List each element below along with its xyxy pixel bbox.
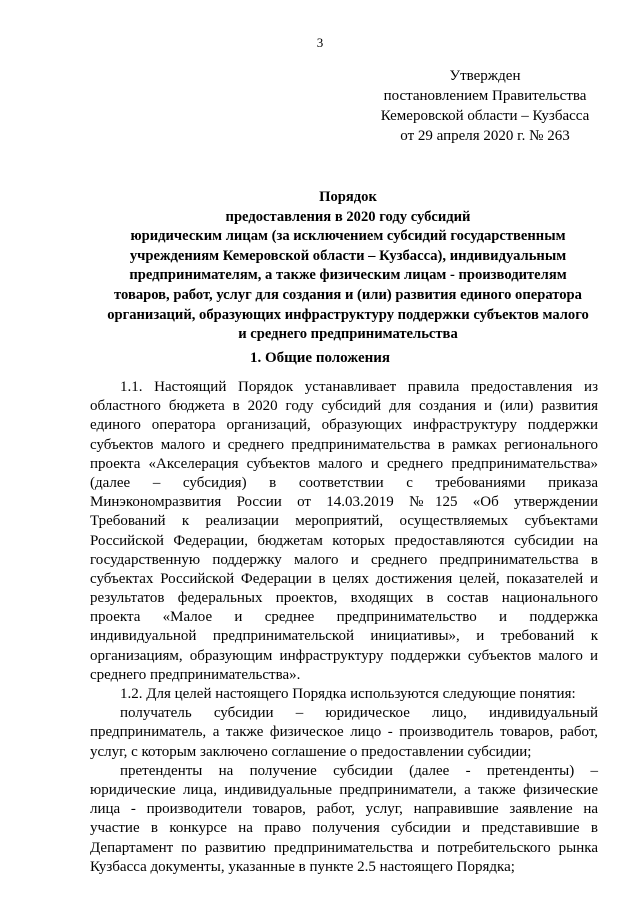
paragraph-line: Российской Федерации, бюджетам которых предоставляются субсидии на (90, 532, 598, 549)
paragraph-line: среднего предпринимательства». (90, 666, 301, 683)
paragraph-line: юридические лица, индивидуальные предприниматели, а также физические (90, 781, 598, 798)
paragraph-line: Департамент по развитию предпринимательства и потребительского рынка (90, 839, 598, 856)
paragraph-line: Требований к реализации мероприятий, осуществляемых субъектами (90, 513, 598, 530)
approval-line: от 29 апреля 2020 г. № 263 (400, 128, 570, 144)
title-line: и среднего предпринимательства (238, 326, 458, 343)
approval-line: Кемеровской области – Кузбасса (380, 108, 590, 124)
paragraph-line: субъектов малого и среднего предпринимательства в рамках регионального (90, 436, 598, 453)
paragraph-line: Минэкономразвития России от 14.03.2019 №125 «Об утверждении (90, 494, 598, 511)
paragraph-line: лица - производители товаров, работ, услуг, направившие заявление на (90, 801, 598, 818)
title-line: организаций, образующих инфраструктуру поддержки субъектов малого (107, 306, 589, 323)
paragraph-line: индивидуальной предпринимательской инициативы», и требований к (90, 628, 598, 645)
paragraph-line: (далее – субсидия) в соответствии с требованиями приказа (90, 474, 598, 491)
title-line: юридическим лицам (за исключением субсидий государственным (130, 228, 566, 245)
paragraph-line: проекта «Малое и среднее предпринимательство и поддержка (90, 609, 598, 626)
document-title (88, 188, 608, 345)
paragraph-line: получатель субсидии – юридическое лицо, индивидуальный (120, 705, 598, 722)
paragraph-line: 1.1. Настоящий Порядок устанавливает правила предоставления из (120, 379, 598, 395)
paragraph-line: претенденты на получение субсидии (далее - претенденты) – (120, 762, 598, 779)
title-line: предпринимателям, а также физическим лицам - производителям (129, 267, 567, 284)
approval-line: постановлением Правительства (383, 88, 587, 104)
paragraph-line: областного бюджета в 2020 году субсидий для создания и (или) развития (90, 398, 598, 415)
title-line: учреждениям Кемеровской области – Кузбасса), индивидуальным (129, 247, 567, 264)
paragraph-line: проекта «Акселерация субъектов малого и среднего предпринимательства» (90, 455, 598, 472)
paragraph-line: единого оператора организаций, образующих инфраструктуру поддержки (90, 417, 598, 434)
section-heading: 1. Общие положения (249, 350, 391, 366)
title-line: Порядок (319, 189, 377, 205)
paragraph-line: участие в конкурсе на право получения субсидии и представившие в (90, 820, 598, 837)
paragraph-line: предприниматель, а также физическое лицо - производитель товаров, работ, (90, 724, 598, 741)
paragraph-line: организациям, образующим инфраструктуру поддержки субъектов малого и (90, 647, 598, 664)
title-line: предоставления в 2020 году субсидий (225, 208, 471, 225)
approval-line: Утвержден (449, 68, 521, 84)
approval-stamp (360, 66, 610, 146)
paragraph-line: Кузбасса документы, указанные в пункте 2.5 настоящего Порядка; (90, 858, 515, 875)
paragraph-line: 1.2. Для целей настоящего Порядка используются следующие понятия: (120, 686, 576, 702)
title-line: товаров, работ, услуг для создания и (или) развития единого оператора (114, 286, 582, 303)
paragraph-line: государственную поддержку малого и среднего предпринимательства в (90, 551, 598, 568)
body-text (90, 378, 598, 877)
paragraph-line: услуг, с которым заключено соглашение о предоставлении субсидии; (90, 743, 532, 760)
paragraph-line: результатов федеральных проектов, входящих в состав национального (90, 590, 598, 607)
paragraph-line: субъектах Российской Федерации в целях достижения целей, показателей и (90, 570, 598, 587)
page-number: 3 (316, 35, 324, 50)
